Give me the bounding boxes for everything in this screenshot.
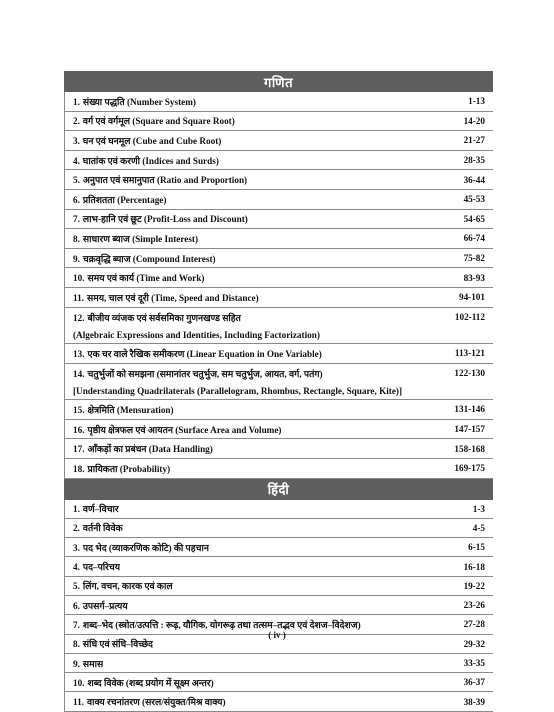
toc-row — [65, 557, 493, 576]
toc-entry-pages: 16-18 — [463, 561, 485, 572]
toc-entry-title — [65, 676, 214, 689]
toc-entry-pages: 14-20 — [463, 115, 485, 126]
toc-row — [65, 400, 493, 420]
toc-row — [65, 596, 493, 615]
toc-entry-number: 2. — [73, 116, 80, 127]
toc-row — [65, 92, 493, 112]
toc-row — [65, 170, 493, 190]
toc-entry-title — [65, 173, 247, 186]
toc-entry-text: प्रायिकता (Probability) — [87, 463, 171, 474]
section-header-maths — [64, 71, 493, 92]
toc-entry-text: समय एवं कार्य (Time and Work) — [87, 273, 205, 284]
toc-entry-text: क्षेत्रमिति (Mensuration) — [87, 404, 174, 415]
toc-entry-title — [65, 541, 209, 554]
toc-entry-line — [73, 695, 226, 708]
toc-entry-line — [73, 676, 214, 689]
toc-row — [65, 420, 493, 440]
toc-entry-line — [73, 232, 198, 245]
toc-entry-line — [73, 599, 128, 612]
toc-entry-number: 12. — [73, 312, 85, 323]
toc-entry-line — [73, 212, 248, 225]
toc-entry-pages: 38-39 — [463, 696, 485, 707]
toc-entry-number: 1. — [73, 504, 80, 515]
toc-entry-number: 3. — [73, 135, 80, 146]
toc-row — [65, 692, 493, 711]
toc-entry-number: 15. — [73, 404, 85, 415]
toc-row — [65, 210, 493, 230]
toc-entry-number: 5. — [73, 581, 80, 592]
toc-entry-number: 3. — [73, 542, 80, 553]
section-title: गणित — [264, 75, 293, 91]
toc-row — [65, 459, 493, 479]
toc-row — [65, 229, 493, 249]
toc-entry-line — [73, 311, 320, 324]
toc-entry-title — [65, 695, 226, 708]
toc-entry-pages: 158-168 — [454, 443, 485, 454]
toc-entry-line — [73, 560, 120, 573]
toc-entry-line — [73, 114, 235, 127]
toc-entry-line — [73, 521, 123, 534]
toc-entry-text: समास — [82, 658, 104, 669]
toc-entry-number: 2. — [73, 523, 80, 534]
toc-entry-pages: 19-22 — [463, 580, 485, 591]
toc-entry-title — [65, 271, 204, 284]
toc-entry-pages: 122-130 — [454, 367, 485, 378]
section-header-hindi — [64, 479, 493, 500]
toc-entry-number: 10. — [73, 677, 85, 688]
toc-entry-text: समय, चाल एवं दूरी (Time, Speed and Distance) — [86, 292, 259, 303]
toc-entry-number: 9. — [73, 658, 80, 669]
toc-entry-text: घन एवं घनमूल (Cube and Cube Root) — [82, 135, 222, 146]
toc-entry-title — [65, 232, 198, 245]
toc-entry-line — [73, 367, 402, 380]
toc-entry-text: चतुर्भुजों को समझना (समानांतर चतुर्भुज, सम चतुर्भुज, आयत, वर्ग, पतंग) — [87, 368, 323, 379]
toc-entry-line — [73, 403, 174, 416]
toc-entry-number: 8. — [73, 233, 80, 244]
toc-entry-title — [65, 212, 248, 225]
toc-entry-number: 10. — [73, 273, 85, 284]
toc-entry-text: शब्द–भेद (स्त्रोत/उत्पत्ति : रूढ़, यौगिक, योगरूढ़ तथा तत्सम–तद्भव एवं देशज–विदेशज) — [82, 619, 361, 630]
toc-entry-number: 4. — [73, 155, 80, 166]
toc-entry-pages: 4-5 — [472, 522, 485, 533]
toc-entry-pages: 6-15 — [468, 542, 485, 553]
toc-row — [65, 344, 493, 364]
toc-entry-title — [65, 95, 196, 108]
toc-entry-number: 11. — [73, 697, 84, 708]
toc-entry-title — [65, 560, 120, 573]
toc-row — [65, 538, 493, 557]
toc-row — [65, 364, 493, 401]
toc-entry-line — [73, 423, 281, 436]
toc-entry-title — [65, 364, 402, 400]
toc-entry-number: 11. — [73, 292, 84, 303]
toc-entry-number: 16. — [73, 424, 85, 435]
toc-entry-number: 14. — [73, 368, 85, 379]
toc-entry-line — [73, 95, 196, 108]
toc-entry-pages: 33-35 — [463, 658, 485, 669]
toc-entry-text: वर्तनी विवेक — [82, 523, 123, 534]
toc-entry-title — [65, 193, 166, 206]
toc-entry-line — [73, 618, 361, 631]
toc-entry-text: शब्द विवेक (शब्द प्रयोग में सूक्ष्म अन्तर) — [87, 677, 214, 688]
toc-entry-number: 7. — [73, 214, 80, 225]
toc-entry-text: पद–परिचय — [82, 562, 121, 573]
toc-entry-pages: 1-3 — [472, 503, 485, 514]
toc-entry-title — [65, 347, 322, 360]
toc-entry-text: लाभ-हानि एवं छूट (Profit-Loss and Discount) — [82, 214, 248, 225]
toc-entry-text: चक्रवृद्धि ब्याज (Compound Interest) — [82, 253, 216, 264]
toc-entry-title — [65, 657, 103, 670]
toc-entry-text: बीजीय व्यंजक एवं सर्वसमिका गुणनखण्ड सहित — [87, 312, 241, 323]
toc-entry-number: 17. — [73, 444, 85, 455]
toc-entry-number: 1. — [73, 96, 80, 107]
toc-entry-line — [73, 442, 213, 455]
page-number: ( iv ) — [268, 630, 286, 640]
toc-entry-pages: 94-101 — [458, 292, 485, 303]
toc-row — [65, 151, 493, 171]
toc-row — [65, 439, 493, 459]
toc-entry-number: 6. — [73, 194, 80, 205]
toc-entry-pages: 29-32 — [463, 638, 485, 649]
toc-row — [65, 131, 493, 151]
toc-row — [65, 500, 493, 519]
toc-entry-number: 8. — [73, 639, 80, 650]
toc-entry-pages: 131-146 — [454, 404, 485, 415]
toc-entry-title — [65, 308, 320, 344]
section-title: हिंदी — [267, 483, 290, 498]
toc-entry-line — [73, 347, 322, 360]
toc-entry-pages: 36-37 — [463, 677, 485, 688]
toc-entry-text: वाक्य रचनांतरण (सरल/संयुक्त/मिश्र वाक्य) — [86, 697, 226, 708]
toc-entry-title — [65, 462, 170, 475]
toc-entry-line — [73, 502, 119, 515]
toc-entry-line — [73, 579, 173, 592]
toc-entry-pages: 36-44 — [463, 174, 485, 185]
toc-entry-title — [65, 252, 216, 265]
toc-entry-line — [73, 657, 103, 670]
table-of-contents — [64, 71, 493, 712]
toc-entry-number: 4. — [73, 562, 80, 573]
toc-entry-pages: 147-157 — [454, 424, 485, 435]
toc-entry-text: प्रतिशतता (Percentage) — [82, 194, 167, 205]
toc-entry-number: 18. — [73, 463, 85, 474]
toc-entry-line — [73, 173, 247, 186]
toc-entry-title — [65, 618, 361, 631]
toc-entry-text: उपसर्ग–प्रत्यय — [82, 600, 128, 611]
toc-entry-title — [65, 502, 119, 515]
toc-entry-line — [73, 271, 204, 284]
toc-entry-title — [65, 291, 259, 304]
toc-entry-pages: 102-112 — [454, 311, 485, 322]
toc-entry-pages: 75-82 — [463, 253, 485, 264]
toc-entry-line — [73, 154, 219, 167]
toc-entry-text: अनुपात एवं समानुपात (Ratio and Proportion) — [82, 175, 248, 186]
toc-row — [65, 308, 493, 345]
toc-entry-pages: 28-35 — [463, 155, 485, 166]
toc-entry-pages: 27-28 — [463, 619, 485, 630]
toc-entry-subtitle: (Algebraic Expressions and Identities, Including Factorization) — [73, 329, 320, 340]
toc-entry-line — [73, 291, 259, 304]
toc-entry-text: पद भेद (व्याकरणिक कोटि) की पहचान — [82, 542, 209, 553]
maths-toc-list — [64, 92, 493, 479]
toc-entry-title — [65, 114, 235, 127]
toc-entry-pages: 21-27 — [463, 135, 485, 146]
toc-entry-pages: 66-74 — [463, 233, 485, 244]
hindi-toc-list — [64, 500, 493, 712]
toc-row — [65, 268, 493, 288]
toc-entry-line — [73, 252, 216, 265]
toc-entry-line — [73, 541, 209, 554]
toc-entry-text: एक चर वाले रैखिक समीकरण (Linear Equation in One Variable) — [87, 348, 322, 359]
toc-entry-subtitle: [Understanding Quadrilaterals (Parallelogram, Rhombus, Rectangle, Square, Kite)] — [73, 386, 403, 396]
toc-entry-text: वर्ग एवं वर्गमूल (Square and Square Root) — [82, 116, 235, 127]
toc-entry-number: 6. — [73, 600, 80, 611]
toc-entry-text: साधारण ब्याज (Simple Interest) — [82, 233, 199, 244]
toc-entry-title — [65, 134, 221, 147]
toc-row — [65, 112, 493, 132]
toc-entry-text: घातांक एवं करणी (Indices and Surds) — [82, 155, 219, 166]
toc-entry-text: संधि एवं संधि–विच्छेद — [82, 639, 153, 650]
toc-entry-title — [65, 423, 281, 436]
toc-entry-text: लिंग, वचन, कारक एवं काल — [82, 581, 173, 592]
toc-entry-line — [73, 462, 170, 475]
toc-entry-title — [65, 154, 219, 167]
toc-entry-text: आँकड़ों का प्रबंधन (Data Handling) — [87, 444, 213, 455]
toc-entry-text: पृष्ठीय क्षेत्रफल एवं आयतन (Surface Area and Volume) — [87, 424, 282, 435]
toc-entry-title — [65, 442, 213, 455]
toc-entry-number: 9. — [73, 253, 80, 264]
toc-entry-title — [65, 403, 174, 416]
toc-entry-text: वर्ण–विचार — [82, 504, 119, 515]
toc-entry-number: 13. — [73, 348, 85, 359]
toc-row — [65, 577, 493, 596]
toc-row — [65, 190, 493, 210]
toc-entry-pages: 169-175 — [454, 463, 485, 474]
toc-entry-title — [65, 521, 123, 534]
toc-row — [65, 249, 493, 269]
toc-entry-line — [73, 134, 221, 147]
toc-row — [65, 519, 493, 538]
toc-entry-pages: 45-53 — [463, 194, 485, 205]
toc-entry-pages: 83-93 — [463, 272, 485, 283]
toc-entry-text: संख्या पद्धति (Number System) — [82, 96, 196, 107]
toc-entry-title — [65, 599, 128, 612]
toc-entry-title — [65, 579, 173, 592]
toc-entry-pages: 23-26 — [463, 600, 485, 611]
toc-row — [65, 673, 493, 692]
toc-row — [65, 654, 493, 673]
toc-entry-number: 7. — [73, 619, 80, 630]
toc-entry-line — [73, 193, 166, 206]
toc-entry-pages: 54-65 — [463, 213, 485, 224]
toc-row — [65, 288, 493, 308]
toc-entry-pages: 1-13 — [468, 96, 485, 107]
toc-entry-number: 5. — [73, 175, 80, 186]
toc-entry-pages: 113-121 — [454, 348, 485, 359]
